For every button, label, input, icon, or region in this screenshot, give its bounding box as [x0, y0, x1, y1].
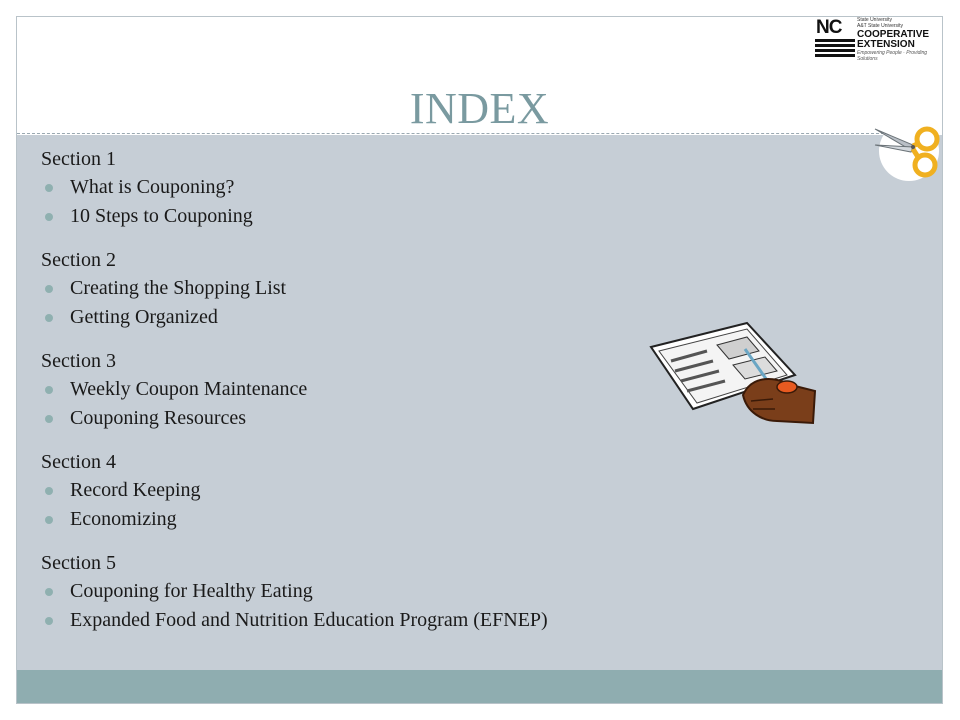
- section-group-2: [41, 246, 901, 332]
- nc-cooperative-extension-logo: [815, 17, 943, 62]
- logo-cooperative: COOPERATIVE: [857, 29, 930, 40]
- list-item: Record Keeping: [41, 476, 901, 505]
- list-item: Creating the Shopping List: [41, 274, 901, 303]
- list-item: 10 Steps to Couponing: [41, 202, 901, 231]
- section-heading: Section 2: [41, 249, 116, 271]
- list-item: Weekly Coupon Maintenance: [41, 375, 901, 404]
- list-item: What is Couponing?: [41, 173, 901, 202]
- section-group-5: [41, 549, 901, 635]
- page-title: INDEX: [409, 84, 550, 133]
- table-of-contents: [41, 145, 901, 650]
- section-heading: Section 3: [41, 350, 116, 372]
- list-item: Couponing Resources: [41, 404, 901, 433]
- section-group-1: [41, 145, 901, 231]
- section-heading: Section 1: [41, 148, 116, 170]
- logo-university-line1: State University: [857, 17, 893, 23]
- section-heading: Section 4: [41, 451, 116, 473]
- section-group-3: [41, 347, 901, 433]
- footer-band: [17, 670, 942, 703]
- list-item: Economizing: [41, 505, 901, 534]
- logo-university-line2: A&T State University: [857, 23, 904, 29]
- nc-logo-text: NC: [816, 17, 842, 38]
- list-item: Couponing for Healthy Eating: [41, 577, 901, 606]
- section-heading: Section 5: [41, 552, 116, 574]
- logo-tagline: Empowering People · Providing Solutions: [857, 50, 928, 62]
- list-item: Getting Organized: [41, 303, 901, 332]
- slide: [16, 16, 943, 704]
- logo-extension: EXTENSION: [857, 39, 915, 50]
- section-group-4: [41, 448, 901, 534]
- list-item: Expanded Food and Nutrition Education Program (EFNEP): [41, 606, 901, 635]
